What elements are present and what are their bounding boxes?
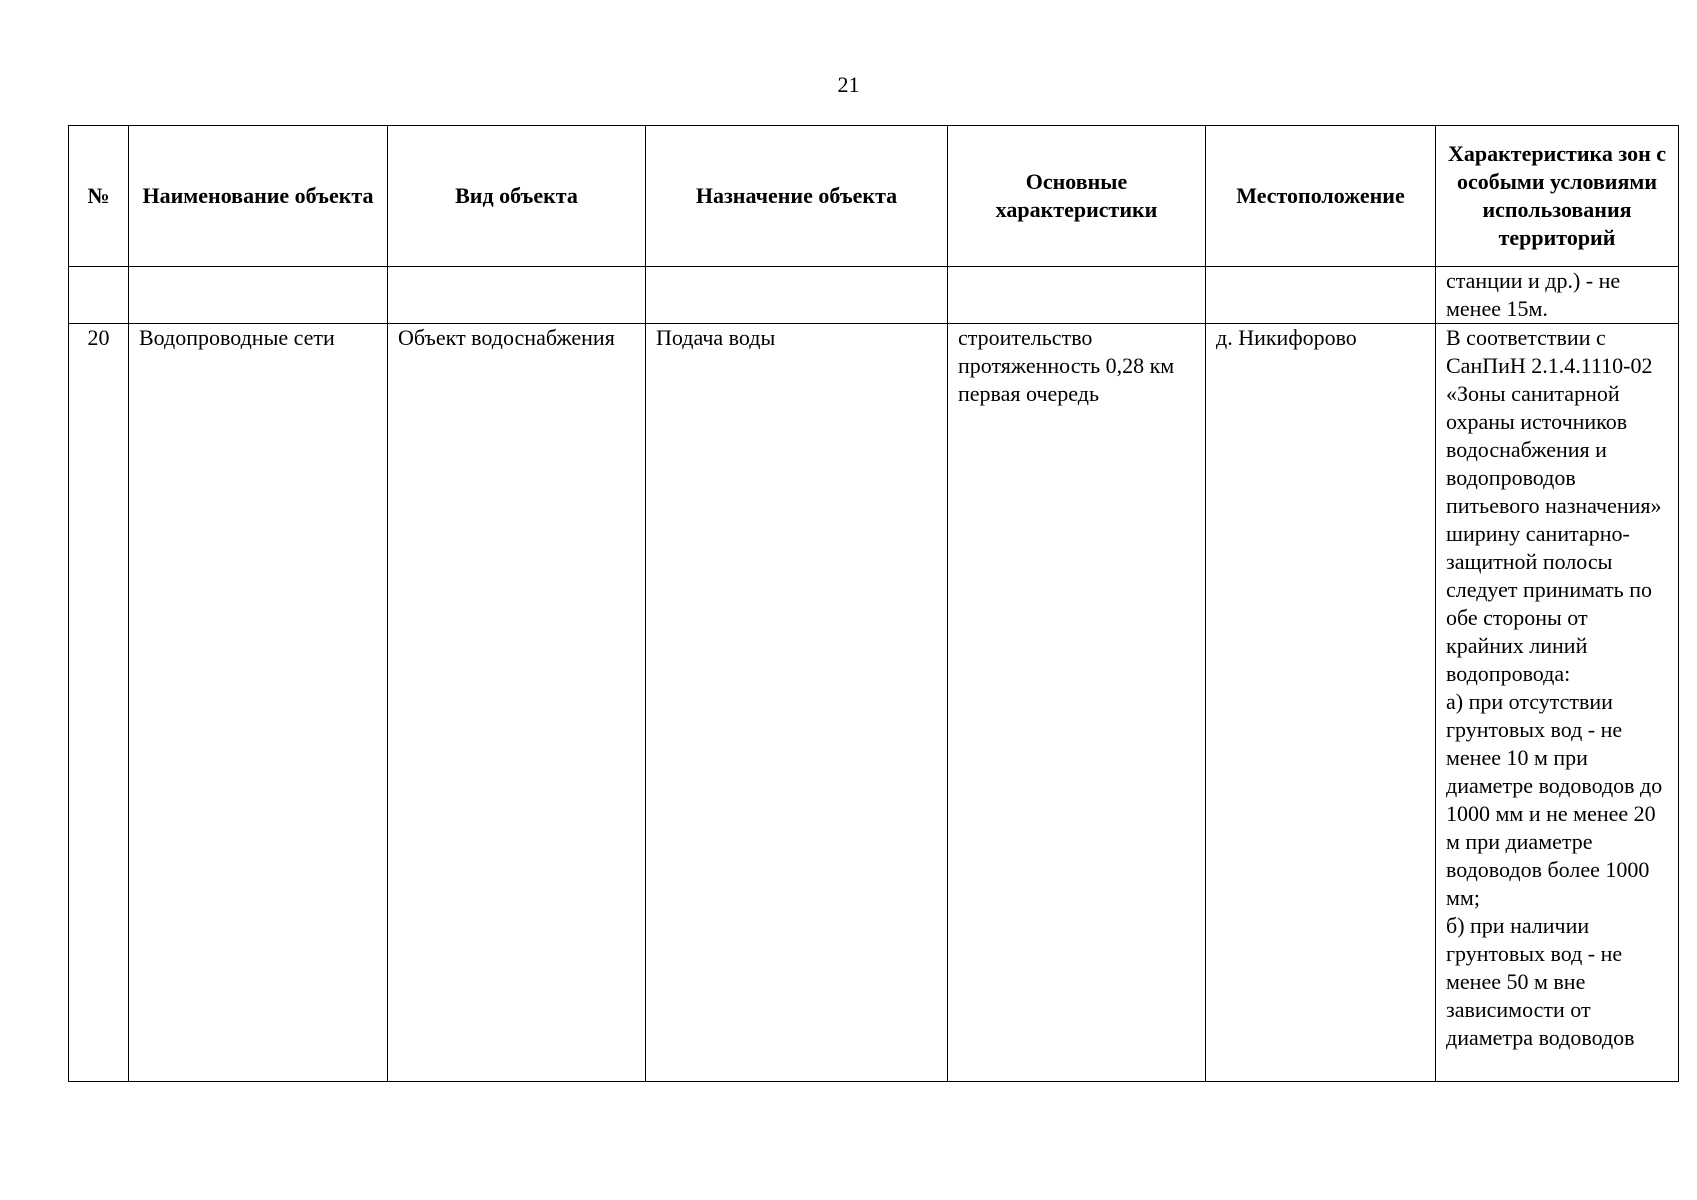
header-main-characteristics: Основные характеристики — [948, 126, 1206, 267]
cell-main-characteristics: строительство протяженность 0,28 км первая очередь — [948, 324, 1206, 1082]
cell-location: д. Никифорово — [1206, 324, 1436, 1082]
cell-object-purpose: Подача воды — [646, 324, 948, 1082]
cell-empty — [129, 267, 388, 324]
header-location: Местоположение — [1206, 126, 1436, 267]
cell-object-type: Объект водоснабжения — [388, 324, 646, 1082]
cell-empty — [69, 267, 129, 324]
page-number: 21 — [837, 72, 860, 97]
header-number: № — [69, 126, 129, 267]
cell-object-name: Водопроводные сети — [129, 324, 388, 1082]
cell-zone-characteristics: В соответствии с СанПиН 2.1.4.1110-02 «Зоны санитарной охраны источников водоснабжения и водопроводов питьевого назначения» ширину санитарно-защитной полосы следует принимать по обе стороны от крайних линий водопровода: а) при отсутствии грунтовых вод - не менее 10 м при диаметре водоводов до 1000 мм и не менее 20 м при диаметре водоводов более 1000 мм; б) при наличии грунтовых вод - не менее 50 м вне зависимости от диаметра водоводов — [1436, 324, 1679, 1082]
table-row — [69, 324, 1679, 1082]
header-object-purpose: Назначение объекта — [646, 126, 948, 267]
header-zone-characteristics: Характеристика зон с особыми условиями использования территорий — [1436, 126, 1679, 267]
cell-empty — [646, 267, 948, 324]
objects-table — [68, 125, 1679, 1082]
cell-number: 20 — [69, 324, 129, 1082]
header-object-type: Вид объекта — [388, 126, 646, 267]
table-row-continuation — [69, 267, 1679, 324]
cell-zone-characteristics-continued: станции и др.) - не менее 15м. — [1436, 267, 1679, 324]
table-header-row — [69, 126, 1679, 267]
cell-empty — [1206, 267, 1436, 324]
cell-empty — [948, 267, 1206, 324]
cell-empty — [388, 267, 646, 324]
header-object-name: Наименование объекта — [129, 126, 388, 267]
